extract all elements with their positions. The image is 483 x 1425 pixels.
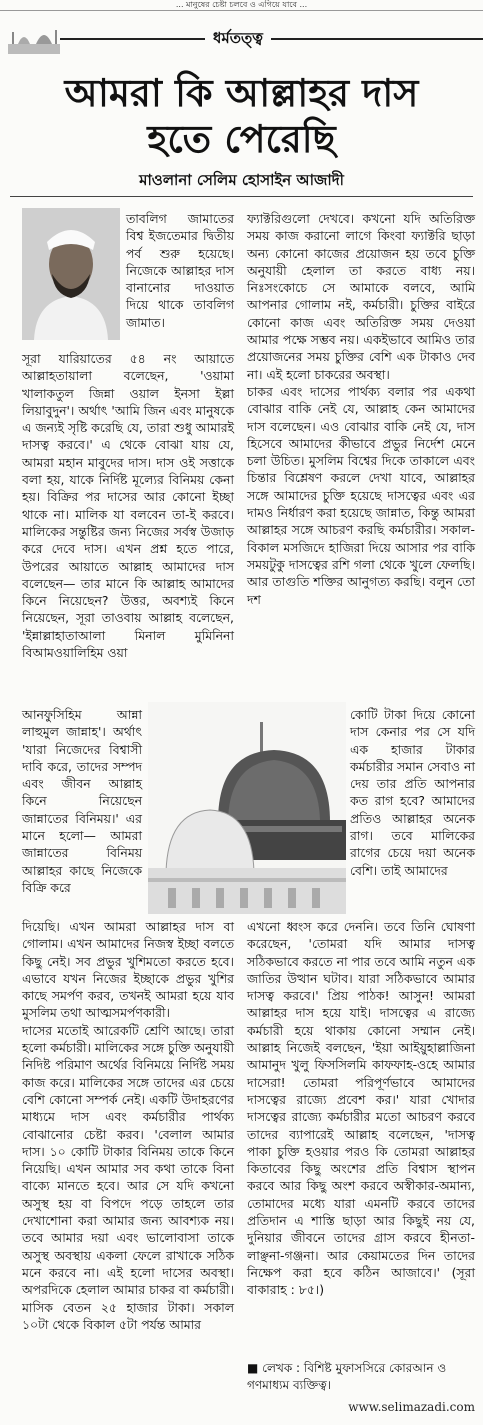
right-column-top: [247, 210, 475, 608]
author-byline: মাওলানা সেলিম হোসাইন আজাদী: [139, 171, 344, 189]
body-paragraph-2-end: দিয়েছি। এখন আমরা আল্লাহর দাস বা গোলাম। এখন আমাদের নিজস্ব ইচ্ছা বলতে কিছু নেই। সব প্রভুর খুশিমতো করতে হবে। এভাবে যখন নিজের ইচ্ছাকে প্রভুর খুশির কাছে সমর্পণ করব, তখনই আমরা হয়ে যাব মুসলিম তথা আত্মসমর্পণকারী।: [22, 919, 234, 1021]
headline-line-1: আমরা কি আল্লাহর দাস: [64, 71, 419, 115]
right-paragraph-2: চাকর এবং দাসের পার্থক্য বলার পর একথা বোঝার বাকি নেই যে, আল্লাহ কেন আমাদের দাস বলেছেন। এও বোঝার বাকি নেই যে, দাস হিসেবে আমাদের কীভাবে প্রভুর নির্দেশ মেনে চলা উচিত। মুসলিম বিশ্বের দিকে তাকালে এবং চিন্তার বিশ্লেষণ করলে দেখা যাবে, আল্লাহর সঙ্গে আমাদের চুক্তি হয়েছে দাসত্বের এবং এর দামও নির্ধারণ করা হয়েছে জান্নাত, কিন্তু আমরা আল্লাহর সঙ্গে আচরণ করছি কর্মচারীর। সকাল-বিকাল মসজিদে হাজিরা দিয়ে আসার পর বাকি সময়টুকু দাসত্বের রশি গলা থেকে খুলে ফেলছি। আর তাগুতি শক্তির আনুগত্য করছি। বলুন তো দশ: [247, 383, 475, 607]
writer-credit: ■ লেখক : বিশিষ্ট মুফাসসিরে কোরআন ও গণমাধ্যম ব্যক্তিত্ব।: [247, 1361, 447, 1392]
right-paragraph-1: ফ্যাক্টরিগুলো দেখবে। কখনো যদি অতিরিক্ত সময় কাজ করানো লাগে কিংবা ফ্যাক্টরি ছাড়া অন্য কোনো কাজের প্রয়োজন হয় তবে চুক্তি অনুযায়ী হেলাল তা করতে বাধ্য নয়। নিঃসংকোচে সে আমাকে বলবে, আমি আপনার গোলাম নই, কর্মচারী। চুক্তির বাইরে কোনো কাজ এবং অতিরিক্ত সময় দেওয়া আমার পক্ষে সম্ভব নয়। একইভাবে আমিও তার প্রয়োজনের সময় চুক্তির বেশি এক টাকাও দেব না। এই হলো চাকরের অবস্থা।: [247, 211, 475, 382]
intro-paragraph: তাবলিগ জামাতের বিশ্ব ইজতেমার দ্বিতীয় পর্ব শুরু হয়েছে। নিজেকে আল্লাহর দাস বানানোর দাওয়াত দিয়ে থাকে তাবলিগ জামাত।: [126, 211, 234, 330]
mosque-photo: [148, 702, 346, 914]
wrap-left-text: আনফুসিহিম আন্না লাহুমুল জান্নাহ'। অর্থাৎ 'যারা নিজেদের বিশ্বাসী দাবি করে, তাদের সম্পদ এবং জীবন আল্লাহ কিনে নিয়েছেন জান্নাতের বিনিময়।' এর মানে হলো— আমরা জান্নাতের বিনিময় আল্লাহর কাছে নিজেকে বিক্রি করে: [22, 707, 142, 895]
body-paragraph-2: সূরা যারিয়াতের ৫৪ নং আয়াতে আল্লাহতায়ালা বলেছেন, 'ওয়ামা খালাকতুল জিন্না ওয়াল ইনসা ইল্লা লিয়াবুদুন'। অর্থাৎ 'আমি জিন এবং মানুষকে এ জন্যই সৃষ্টি করেছি যে, তারা শুধু আমারই দাসত্ব করবে।' এ থেকে বোঝা যায় যে, আমরা মহান মাবুদের দাস। দাস ওই সত্তাকে বলা হয়, যাকে নির্দিষ্ট মূল্যের বিনিময় কেনা হয়। বিক্রির পর দাসের আর কোনো ইচ্ছা থাকে না। মালিক যা বলবেন তা-ই করবে। মালিকের সন্তুষ্টির জন্য নিজের সর্বস্ব উজাড় করে দেবে দাস। এখন প্রশ্ন হতে পারে, উপরের আয়াতে আল্লাহ আমাদের দাস বলেছেন— তার মানে কি আল্লাহ আমাদের কিনে নিয়েছেন? উত্তর, অবশ্যই কিনে নিয়েছেন, সূরা তাওবায় আল্লাহ বলেছেন, 'ইন্নাল্লাহাতাআলা মিনাল মুমিনিনা বিআমওয়ালিহিম ওয়া: [22, 351, 234, 661]
website-link[interactable]: www.selimazadi.com: [348, 1400, 475, 1414]
top-strip: ... মানুষের চেষ্টা চলবে ও এগিয়ে যাবে ...: [0, 0, 483, 11]
body-paragraph-3: দাসের মতোই আরেকটি শ্রেণি আছে। তারা হলো কর্মচারী। মালিকের সঙ্গে চুক্তি অনুযায়ী নিদিষ্ট পরিমাণ অর্থের বিনিময়ে নির্দিষ্ট সময় কাজ করে। মালিকের সঙ্গে তাদের এর চেয়ে বেশি কোনো সম্পর্ক নেই। একটি উদাহরণের মাধ্যমে দাস এবং কর্মচারীর পার্থক্য বোঝানোর চেষ্টা করব। 'বেলাল আমার দাস। ১০ কোটি টাকার বিনিময় তাকে কিনে নিয়েছি। এখন আমার সব কথা তাকে বিনা বাক্যে মানতে হবে। আর সে যদি কখনো অসুস্থ হয় বা বিপদে পড়ে তাহলে তার দেখাশোনা করা আমার জন্য আবশ্যক নয়। তবে আমার দয়া এবং ভালোবাসা তাকে অসুস্থ অবস্থায় একলা ফেলে রাখাকে সঠিক মনে করবে না। এই হলো দাসের অবস্থা। অপরদিকে হেলাল আমার চাকর বা কর্মচারী। মাসিক বেতন ২৫ হাজার টাকা। সকাল ১০টা থেকে বিকাল ৫টা পর্যন্ত আমার: [22, 1022, 234, 1332]
section-label: ধর্মতত্ত্ব: [205, 28, 271, 48]
left-column-bottom: [22, 918, 234, 1333]
byline-rule: [10, 196, 473, 197]
section-header: [0, 22, 483, 56]
section-rule: [60, 38, 483, 40]
mosque-icon: [8, 24, 60, 54]
right-column-bottom: এখনো ধ্বংস করে দেননি। তবে তিনি ঘোষণা করেছেন, 'তোমরা যদি আমার দাসত্ব সঠিকভাবে করতে না পার তবে আমি নতুন এক জাতির উত্থান ঘটাব। যারা সঠিকভাবে আমার দাসত্ব করবে।' প্রিয় পাঠক! আসুন! আমরা আল্লাহর দাস হয়ে যাই। দাসত্বের এ রাজ্যে কর্মচারী হয়ে থাকায় কোনো সম্মান নেই। আল্লাহ নিজেই বলছেন, 'ইয়া আইয়ুহাল্লাজিনা আমানুদ খুলু ফিসসিলমি কাফফাহ-ওহে আমার দাসেরা! তোমরা পরিপূর্ণভাবে আমাদের দাসত্বের রাজ্যে প্রবেশ কর।' যারা খোদার দাসত্বের রাজ্যে কর্মচারীর মতো আচরণ করবে তাদের ব্যাপারেই আল্লাহ বলেছেন, 'দাসত্ব পাকা চুক্তি হওয়ার পরও কি তোমরা আল্লাহর কিতাবের কিছু অংশের প্রতি বিশ্বাস স্থাপন করবে আর কিছু অংশ করবে অস্বীকার-অমান্য, তোমাদের মধ্যে যারা এমনটি করবে তাদের প্রতিদান এ শাস্তি ছাড়া আর কিছুই নয় যে, দুনিয়ার জীবনে তাদের গ্রাস করবে হীনতা-লাঞ্ছনা-গঞ্জনা। আর কেয়ামতের দিন তাদের নিক্ষেপ করা হবে কঠিন আজাবে।' (সূরা বাকারাহ : ৮৫।): [247, 919, 475, 1298]
author-photo: [22, 208, 120, 340]
headline: [10, 70, 473, 162]
headline-line-2: হতে পেরেছি: [147, 117, 336, 161]
wrap-right-text: কোটি টাকা দিয়ে কোনো দাস কেনার পর সে যদি এক হাজার টাকার কর্মচারীর সমান সেবাও না দেয় তার প্রতি আপনার কত রাগ হবে? আমাদের প্রতিও আল্লাহর অনেক রাগ। তবে মালিকের রাগের চেয়ে দয়া অনেক বেশি। তাই আমাদের: [350, 707, 475, 878]
